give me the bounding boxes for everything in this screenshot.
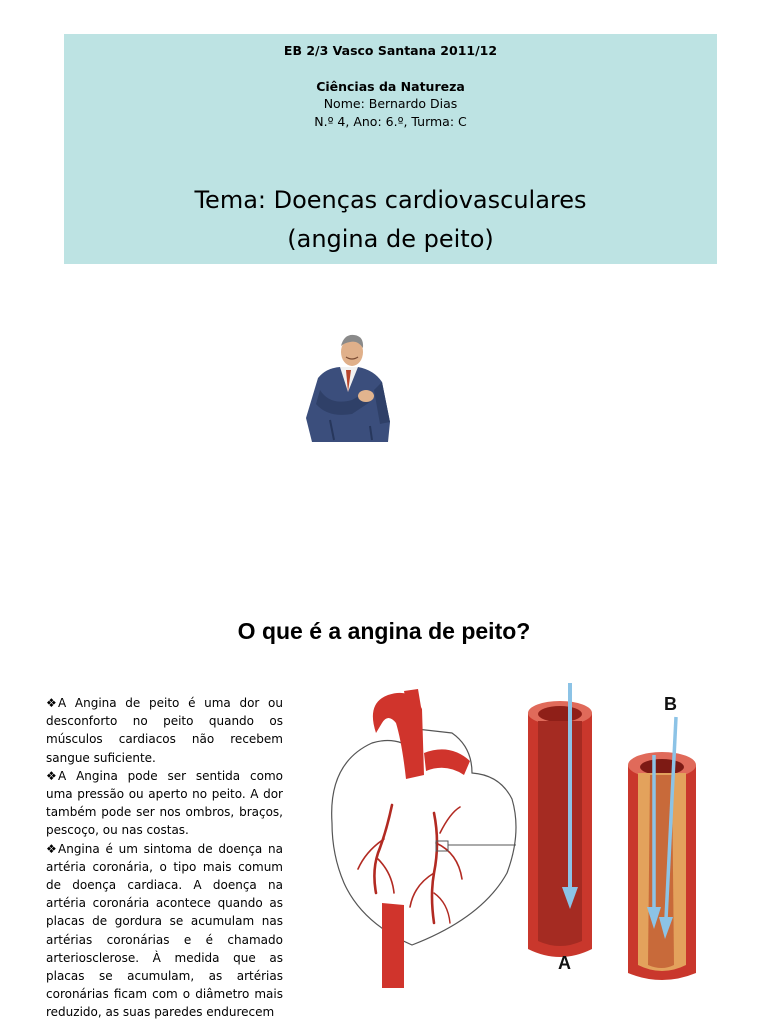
label-a: A — [558, 953, 571, 973]
label-b: B — [664, 693, 677, 714]
heart-artery-illustration — [322, 683, 720, 988]
paragraph: ❖A Angina pode ser sentida como uma pressão ou aperto no peito. A dor também pode ser nos ombros, braços, pescoço, ou nas costas. — [46, 768, 283, 838]
theme-title: Tema: Doenças cardiovasculares — [194, 186, 587, 214]
narrowed-artery — [628, 717, 696, 980]
header-box — [64, 34, 717, 264]
paragraph: ❖Angina é um sintoma de doença na artéria coronária, o tipo mais comum de doença cardiaca. A doença na artéria coronária acontece quando as placas de gordura se acumulam nas artérias coronárias e é chamado arteriosclerose. À medida que as placas se acumulam, as artérias coronárias ficam com o diâmetro mais reduzido, as suas paredes endurecem — [46, 841, 283, 1020]
theme-subtitle: (angina de peito) — [287, 225, 494, 253]
subject-title: Ciências da Natureza — [316, 79, 465, 94]
section-title: O que é a angina de peito? — [237, 618, 531, 644]
school-title: EB 2/3 Vasco Santana 2011/12 — [283, 43, 498, 58]
student-name: Nome: Bernardo Dias — [323, 96, 458, 111]
man-chest-pain-clipart — [300, 330, 395, 445]
paragraph: ❖A Angina de peito é uma dor ou desconforto no peito quando os músculos cardiacos não recebem sangue suficiente. — [46, 696, 283, 765]
student-number: N.º 4, Ano: 6.º, Turma: C — [314, 114, 467, 129]
diamond-bullet-icon: ❖ — [46, 696, 57, 710]
diamond-bullet-icon: ❖ — [46, 768, 57, 783]
healthy-artery — [528, 683, 592, 957]
diamond-bullet-icon: ❖ — [46, 841, 57, 856]
text-column — [46, 694, 283, 1022]
